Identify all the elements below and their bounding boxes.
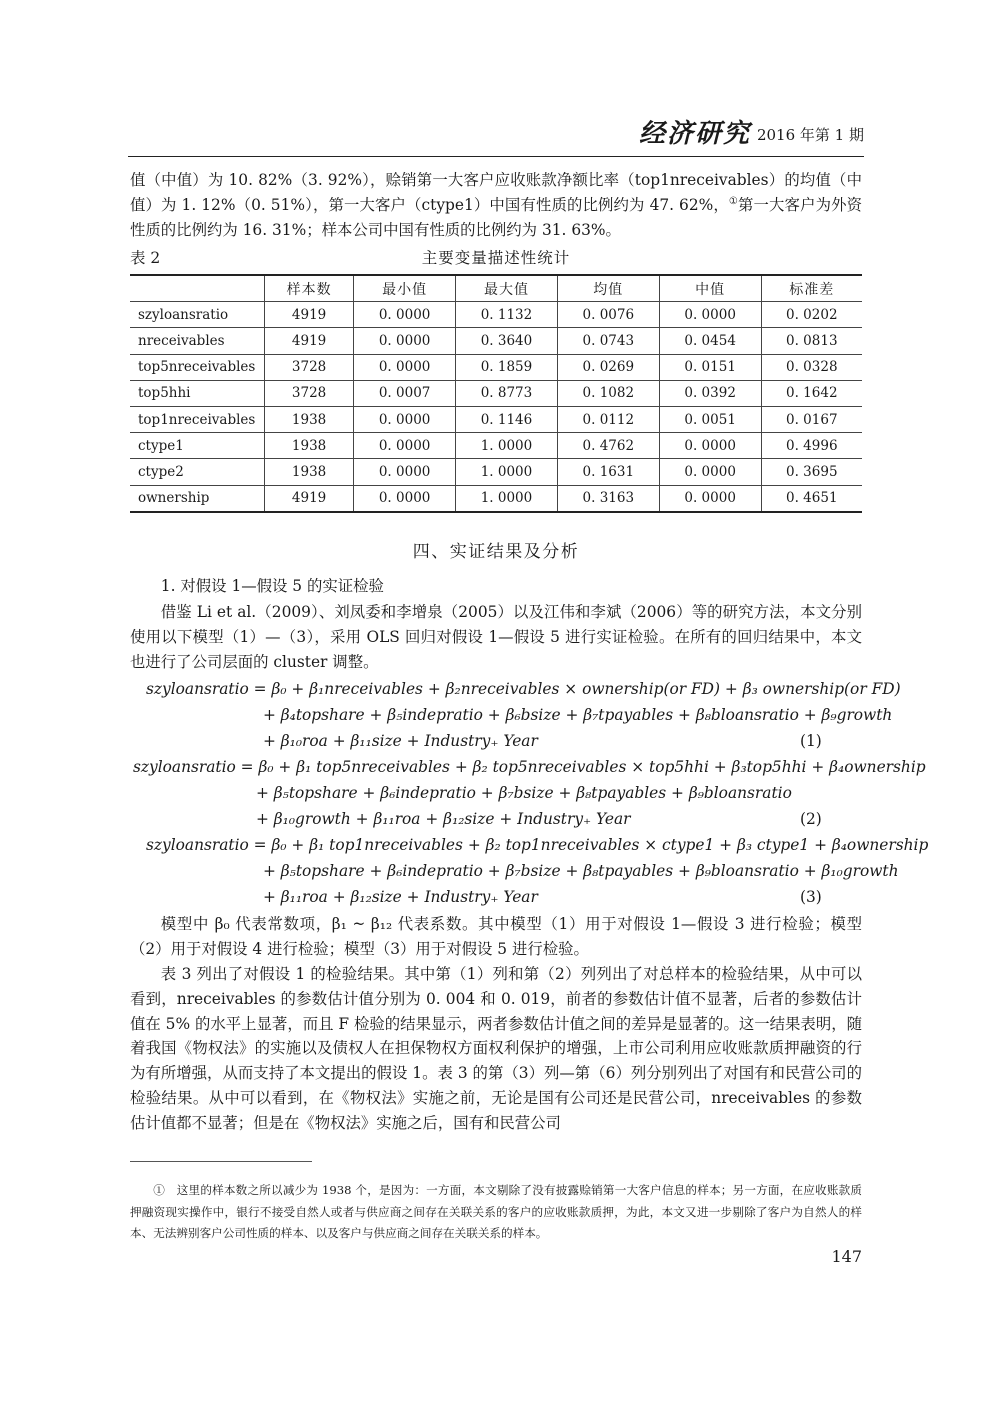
stat-value-cell: 0. 4651 <box>761 485 862 512</box>
stat-value-cell: 1. 0000 <box>456 485 558 512</box>
stat-value-cell: 0. 0202 <box>761 302 862 328</box>
running-header <box>128 120 864 157</box>
stat-value-cell: 0. 4996 <box>761 433 862 459</box>
table-header-row <box>130 275 862 302</box>
stat-value-cell: 0. 0151 <box>659 354 761 380</box>
equation-1-line-1: szyloansratio = β₀ + β₁nreceivables + β₂nreceivables × ownership(or FD) + β₃ ownership(or FD) <box>146 680 901 698</box>
column-header: 标准差 <box>761 275 862 302</box>
equation-number-3: (3) <box>800 888 822 906</box>
variable-name-cell: top1nreceivables <box>138 411 256 428</box>
variable-name-cell: nreceivables <box>138 332 225 349</box>
table-row <box>130 406 862 432</box>
stat-value-cell: 0. 0269 <box>557 354 659 380</box>
stat-value-cell: 0. 0000 <box>354 485 456 512</box>
table-row <box>130 354 862 380</box>
journal-masthead <box>639 113 864 150</box>
stat-value-cell: 0. 8773 <box>456 380 558 406</box>
stat-value-cell: 0. 0000 <box>659 459 761 485</box>
issue-label: 2016 年第 1 期 <box>756 126 864 144</box>
variable-name-cell: ctype1 <box>138 437 184 454</box>
table-row <box>130 433 862 459</box>
stat-value-cell: 0. 3163 <box>557 485 659 512</box>
stat-value-cell: 1938 <box>265 406 354 432</box>
model-note-paragraph: 模型中 β₀ 代表常数项，β₁ ~ β₁₂ 代表系数。其中模型（1）用于对假设 1—假设 3 进行检验；模型（2）用于对假设 4 进行检验；模型（3）用于对假设 5 进行检验。 <box>130 915 862 958</box>
table-row <box>130 459 862 485</box>
stat-value-cell: 4919 <box>265 328 354 354</box>
equation-2-line-1: szyloansratio = β₀ + β₁ top5nreceivables + β₂ top5nreceivables × top5hhi + β₃top5hhi + β₄ownership <box>133 758 926 776</box>
table-row <box>130 485 862 512</box>
table-row <box>130 302 862 328</box>
equation-number-2: (2) <box>800 810 822 828</box>
page-number: 147 <box>831 1247 862 1266</box>
stat-value-cell: 1938 <box>265 433 354 459</box>
column-header <box>130 275 265 302</box>
stat-value-cell: 0. 0000 <box>354 433 456 459</box>
table-label: 表 2 <box>130 249 161 267</box>
column-header: 最小值 <box>354 275 456 302</box>
stat-value-cell: 1938 <box>265 459 354 485</box>
stat-value-cell: 4919 <box>265 302 354 328</box>
method-paragraph: 借鉴 Li et al.（2009）、刘凤委和李增泉（2005）以及江伟和李斌（2006）等的研究方法，本文分别使用以下模型（1）—（3），采用 OLS 回归对假设 1—假设 5 进行实证检验。在所有的回归结果中，本文也进行了公司层面的 cluster 调整。 <box>130 603 862 671</box>
equation-3-line-2: + β₅topshare + β₆indepratio + β₇bsize + β₈tpayables + β₉bloansratio + β₁₀growth <box>263 862 899 880</box>
stat-value-cell: 1. 0000 <box>456 459 558 485</box>
stat-value-cell: 0. 0000 <box>354 328 456 354</box>
equation-1-line-3: + β₁₀roa + β₁₁size + Industry₊ Year <box>263 732 538 750</box>
stat-value-cell: 0. 1146 <box>456 406 558 432</box>
stat-value-cell: 0. 0328 <box>761 354 862 380</box>
intro-text: 值（中值）为 10. 82%（3. 92%），赊销第一大客户应收账款净额比率（top1nreceivables）的均值（中值）为 1. 12%（0. 51%），第一大客户（ctype1）中国有性质的比例约为 47. 62%， <box>130 171 862 214</box>
stat-value-cell: 0. 0000 <box>659 302 761 328</box>
stat-value-cell: 0. 3695 <box>761 459 862 485</box>
stat-value-cell: 0. 0000 <box>354 459 456 485</box>
table-body <box>130 302 862 512</box>
stat-value-cell: 0. 0000 <box>354 354 456 380</box>
stat-value-cell: 0. 1859 <box>456 354 558 380</box>
stat-value-cell: 0. 0454 <box>659 328 761 354</box>
stat-value-cell: 0. 0743 <box>557 328 659 354</box>
footnote-mark[interactable]: ① <box>728 195 739 207</box>
stat-value-cell: 0. 0000 <box>659 433 761 459</box>
stat-value-cell: 0. 0051 <box>659 406 761 432</box>
column-header: 样本数 <box>265 275 354 302</box>
stat-value-cell: 4919 <box>265 485 354 512</box>
stat-value-cell: 0. 0000 <box>659 485 761 512</box>
stat-value-cell: 0. 1631 <box>557 459 659 485</box>
table-row <box>130 328 862 354</box>
journal-name: 经济研究 <box>638 119 751 149</box>
stat-value-cell: 0. 1132 <box>456 302 558 328</box>
variable-name-cell: ownership <box>138 490 210 507</box>
variable-name-cell: szyloansratio <box>138 306 229 323</box>
stat-value-cell: 0. 1082 <box>557 380 659 406</box>
equation-2-line-3: + β₁₀growth + β₁₁roa + β₁₂size + Industry₊ Year <box>256 810 631 828</box>
equation-3-line-3: + β₁₁roa + β₁₂size + Industry₊ Year <box>263 888 538 906</box>
equation-number-1: (1) <box>800 732 822 750</box>
equation-2-line-2: + β₅topshare + β₆indepratio + β₇bsize + β₈tpayables + β₉bloansratio <box>256 784 792 802</box>
variable-name-cell: top5nreceivables <box>138 359 256 376</box>
stat-value-cell: 0. 0112 <box>557 406 659 432</box>
stat-value-cell: 0. 0000 <box>354 302 456 328</box>
section-title: 四、实证结果及分析 <box>412 542 580 562</box>
stat-value-cell: 3728 <box>265 354 354 380</box>
equation-1-line-2: + β₄topshare + β₅indepratio + β₆bsize + β₇tpayables + β₈bloansratio + β₉growth <box>263 706 893 724</box>
variable-name-cell: ctype2 <box>138 463 184 480</box>
table-title: 主要变量描述性统计 <box>421 249 571 267</box>
results-paragraph: 表 3 列出了对假设 1 的检验结果。其中第（1）列和第（2）列列出了对总样本的检验结果，从中可以看到，nreceivables 的参数估计值分别为 0. 004 和 0. 019，前者的参数估计值不显著，后者的参数估计值在 5% 的水平上显著，而且 F 检验的结果显示，两者参数估计值之间的差异是显著的。这一结果表明，随着我国《物权法》的实施以及债权人在担保物权方面权利保护的增强，上市公司利用应收账款质押融资的行为有所增强，从而支持了本文提出的假设 1。表 3 的第（3）列—第（6）列分别列出了对国有和民营公司的检验结果。从中可以看到，在《物权法》实施之前，无论是国有公司还是民营公司，nreceivables 的参数估计值都不显著；但是在《物权法》实施之后，国有和民营公司 <box>130 965 862 1132</box>
intro-text-tail: 第一大客户为外资性质的比例约为 16. 31%；样本公司中国有性质的比例约为 31. 63%。 <box>130 195 862 239</box>
stat-value-cell: 0. 0007 <box>354 380 456 406</box>
stat-value-cell: 0. 3640 <box>456 328 558 354</box>
stat-value-cell: 0. 0000 <box>354 406 456 432</box>
stat-value-cell: 0. 0392 <box>659 380 761 406</box>
column-header: 均值 <box>557 275 659 302</box>
footnote: ① 这里的样本数之所以减少为 1938 个，是因为：一方面，本文剔除了没有披露赊销第一大客户信息的样本；另一方面，在应收账款质押融资现实操作中，银行不接受自然人或者与供应商之间存在关联关系的客户的应收账款质押，为此，本文又进一步剔除了客户为自然人的样本、无法辨别客户公司性质的样本、以及客户与供应商之间存在关联关系的样本。 <box>130 1183 862 1240</box>
descriptive-stats-table <box>130 274 862 513</box>
stat-value-cell: 0. 0076 <box>557 302 659 328</box>
footnote-divider <box>130 1161 312 1162</box>
column-header: 最大值 <box>456 275 558 302</box>
stat-value-cell: 0. 4762 <box>557 433 659 459</box>
intro-paragraph <box>130 168 862 242</box>
stat-value-cell: 0. 0813 <box>761 328 862 354</box>
equation-3-line-1: szyloansratio = β₀ + β₁ top1nreceivables + β₂ top1nreceivables × ctype1 + β₃ ctype1 + β₄ownership <box>146 836 929 854</box>
subsection-title: 1. 对假设 1—假设 5 的实证检验 <box>160 577 384 595</box>
table-row <box>130 380 862 406</box>
stat-value-cell: 1. 0000 <box>456 433 558 459</box>
column-header: 中值 <box>659 275 761 302</box>
stat-value-cell: 0. 0167 <box>761 406 862 432</box>
variable-name-cell: top5hhi <box>138 385 191 402</box>
stat-value-cell: 3728 <box>265 380 354 406</box>
stat-value-cell: 0. 1642 <box>761 380 862 406</box>
